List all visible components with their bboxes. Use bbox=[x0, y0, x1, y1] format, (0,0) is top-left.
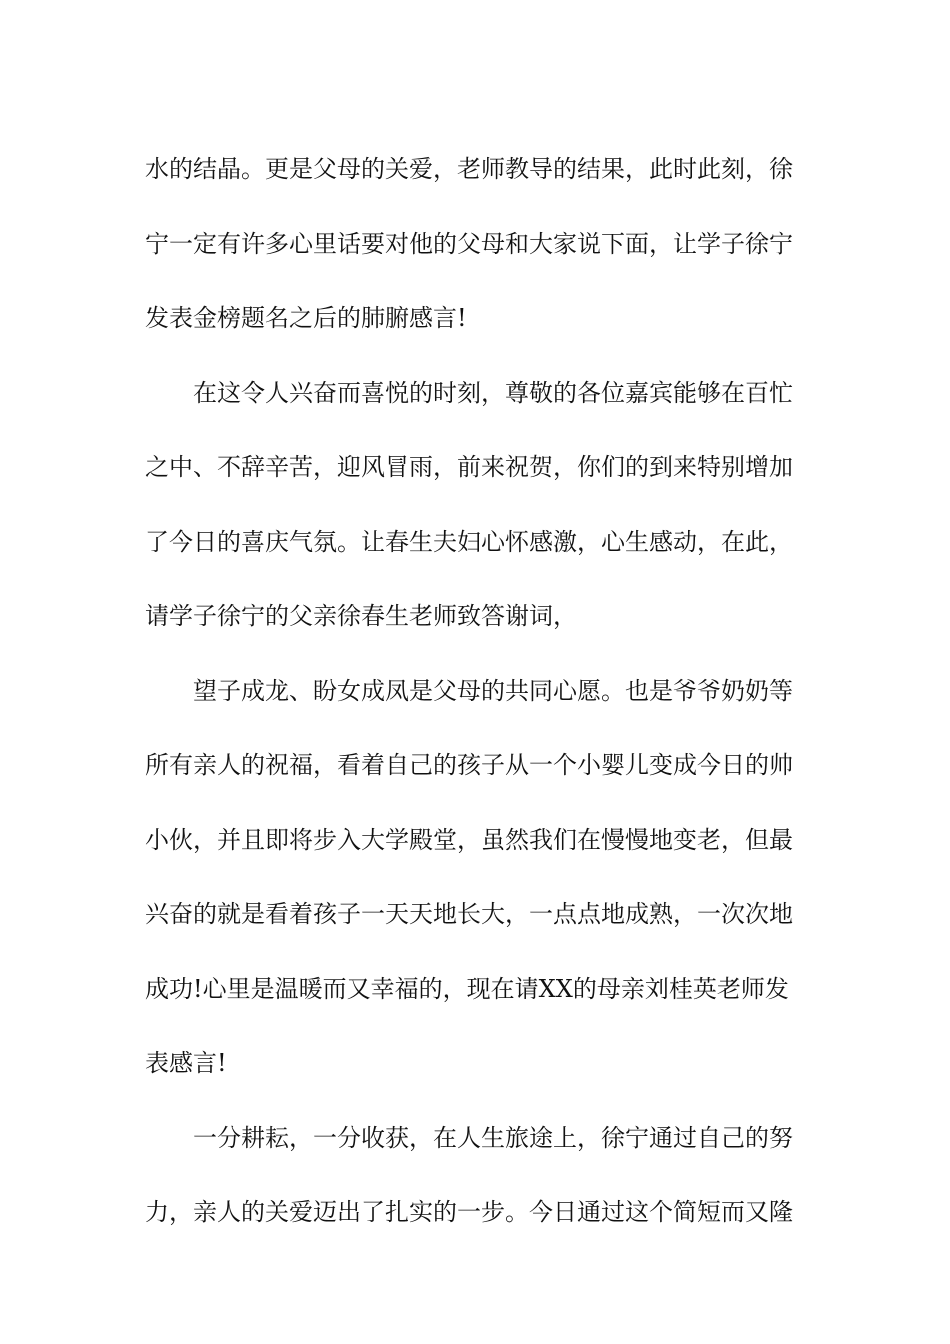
text-line: 成功!心里是温暖而又幸福的，现在请XX的母亲刘桂英老师发 bbox=[145, 974, 789, 1003]
document-body bbox=[145, 132, 807, 1250]
paragraph-3 bbox=[145, 654, 807, 1101]
paragraph-2 bbox=[145, 356, 807, 654]
paragraph-4 bbox=[145, 1101, 807, 1250]
text-line: 请学子徐宁的父亲徐春生老师致答谢词， bbox=[145, 602, 577, 630]
text-line: 在这令人兴奋而喜悦的时刻，尊敬的各位嘉宾能够在百忙 bbox=[193, 378, 793, 407]
text-line: 所有亲人的祝福，看着自己的孩子从一个小婴儿变成今日的帅 bbox=[145, 751, 793, 779]
paragraph-1 bbox=[145, 132, 807, 356]
text-line: 望子成龙、盼女成凤是父母的共同心愿。也是爷爷奶奶等 bbox=[193, 676, 793, 705]
text-line: 之中、不辞辛苦，迎风冒雨，前来祝贺，你们的到来特别增加 bbox=[145, 453, 793, 481]
text-line: 发表金榜题名之后的肺腑感言! bbox=[145, 304, 467, 332]
text-line: 宁一定有许多心里话要对他的父母和大家说下面，让学子徐宁 bbox=[145, 229, 793, 258]
text-line: 兴奋的就是看着孩子一天天地长大，一点点地成熟，一次次地 bbox=[145, 900, 793, 928]
text-line: 力，亲人的关爱迈出了扎实的一步。今日通过这个简短而又隆 bbox=[145, 1198, 793, 1226]
text-line: 一分耕耘，一分收获，在人生旅途上，徐宁通过自己的努 bbox=[193, 1123, 793, 1152]
text-line: 小伙，并且即将步入大学殿堂，虽然我们在慢慢地变老，但最 bbox=[145, 825, 793, 854]
text-line: 水的结晶。更是父母的关爱，老师教导的结果，此时此刻，徐 bbox=[145, 155, 793, 183]
text-line: 表感言! bbox=[145, 1049, 227, 1077]
text-line: 了今日的喜庆气氛。让春生夫妇心怀感激，心生感动，在此， bbox=[145, 527, 793, 556]
